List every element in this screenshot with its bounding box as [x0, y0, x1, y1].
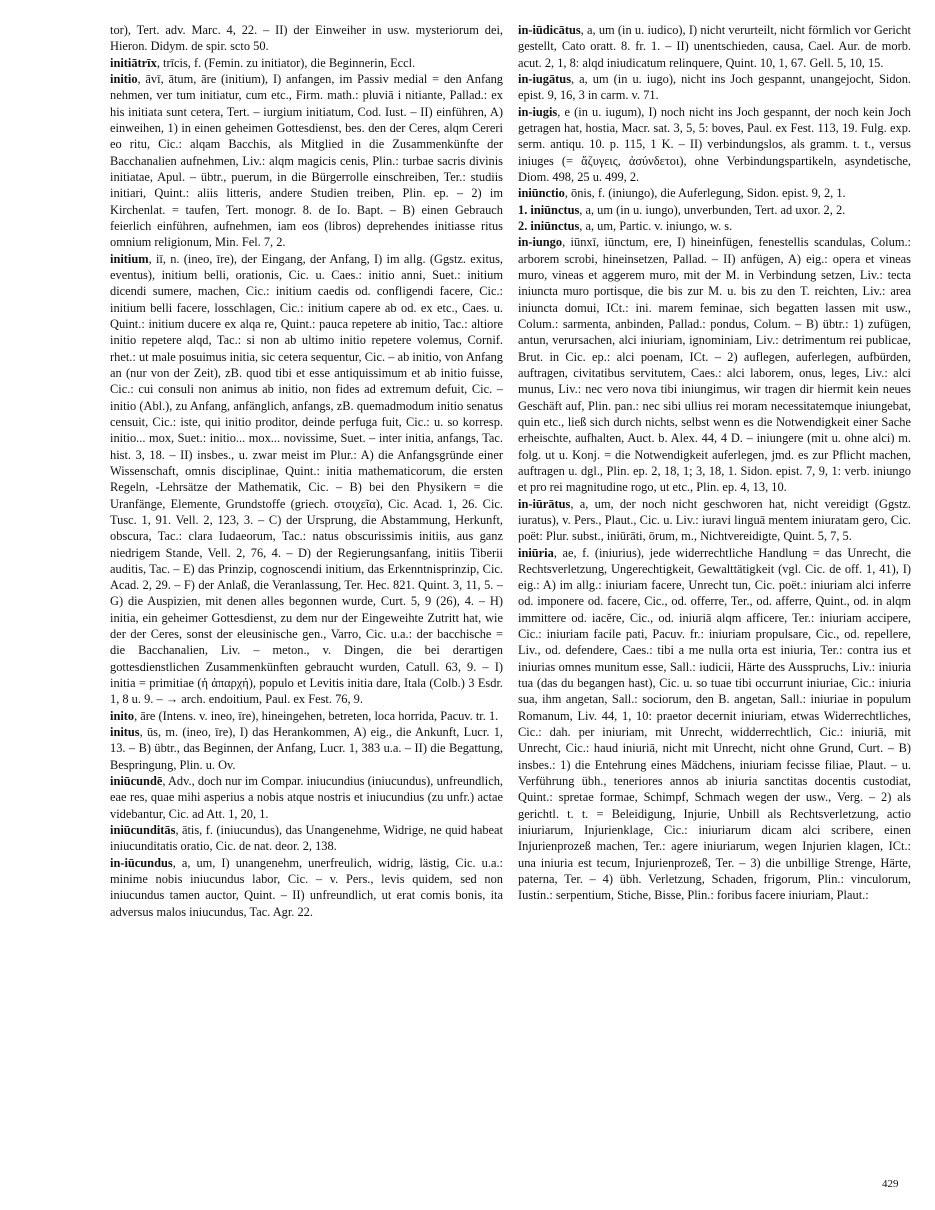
entry-iniunctio: iniūnctio, ōnis, f. (iniungo), die Auferlegung, Sidon. epist. 9, 2, 1. — [518, 186, 846, 201]
headword: initium — [110, 251, 149, 266]
headword: in-iugātus — [518, 71, 572, 86]
left-column — [110, 22, 503, 920]
entry-initio: initio, āvī, ātum, āre (initium), I) anfangen, im Passiv medial = den Anfang nehmen, ver tum initiatur, cum etc., Firm. math.: pluviā i nitiante, Pallad.: ex his initiata sunt cetera, Tert. – iurgium initiatum, Cod. Iust. – II) einführen, A) einweihen, 1) in einen geheimen Gottesdienst, bes. den der Ceres, alqm Cereri eo ritu, Cic.: alqam Bacchis, als Mitglied in die Zusammenkünfte der Bacchanalien aufnehmen, Liv.: alqm magicis cenis, Plin.: turbae sacris divinis initiatae, Apul. – übtr., puerum, in die Bürgerrolle einschreiben, Ter.: studiis initiari, Quint.: aliis litteris, andere Studien treiben, Plin. ep. – 2) im Kirchenlat. = taufen, Tert. monogr. 8. de Io. Bapt. – B) einen Gebrauch feierlich einführen, aufnehmen, iam eos (libros) deprehendes initiasse ritus omnium religionum, Min. Fel. 7, 2. — [110, 71, 503, 250]
headword: 2. iniūnctus — [518, 218, 580, 233]
entry-iniucunditas: iniūcunditās, ātis, f. (iniucundus), das Unangenehme, Widrige, ne quid habeat iniucunditatis oratio, Cic. de nat. deor. 2, 138. — [110, 823, 503, 854]
entry-initium: initium, iī, n. (ineo, īre), der Eingang, der Anfang, I) im allg. (Ggstz. exitus, eventus), initium belli, orationis, Cic. u. Caes.: initio anni, Suet.: initium dicendi sumere, machen, Cic.: initium caedis od. confligendi facere, Cic.: initium belli facere, losschlagen, Cic.: initium capere ab od. ex etc., Caes. u. Quint.: initium ducere ex alqa re, Quint.: pauca repetere ab initio, Tac.: altiore initio repetere alqd, Tac.: si non ab ultimo initio repetere volemus, Cornif. rhet.: ut male posuimus initia, sic cetera sequentur, Cic. – ab initio, von Anfang an (nur von der Zeit), zB. quod tibi et esse antiquissimum et ab initio fuisse, Cic.: cui consuli non animus ab initio, non fides ad extremum defuit, Cic. – initio (Abl.), zu Anfang, anfänglich, anfangs, zB. quemadmodum initio senatus censuit, Cic.: iste, qui initio proditor, deinde perfuga fuit, Cic.: u. so korresp. initio... mox, Suet.: initio... mox... novissime, Suet. – inter initia, anfangs, Tac. hist. 3, 18. – II) insbes., u. zwar meist im Plur.: A) die Anfangsgründe einer Wissenschaft, omnis disciplinae, Quint.: initia mathematicorum, die ersten Regeln, -Lehrsätze der Mathematik, Cic. – B) bei den Physikern = die Uranfänge, Elemente, Grundstoffe (griech. στοιχεῖα), Cic. Acad. 1, 26. Cic. Tusc. 1, 91. Vell. 2, 123, 3. – C) der Ursprung, die Abstammung, Herkunft, obscura, Tac.: clara Iudaeorum, Tac.: natus obscurissimis initiis, aus ganz niedrigem Stande, Vell. 2, 76, 4. – D) der Regierungsanfang, initiis Tiberii auditis, Tac. – E) das Prinzip, cognoscendi initium, das Erkenntnisprinzip, Cic. Acad. 2, 29. – F) der Anlaß, die Veranlassung, Ter. Hec. 821. Quint. 3, 11, 5. – G) die Auspizien, mit denen alles begonnen wurde, Curt. 5, 9 (26), 4. – H) initia, ein geheimer Gottesdienst, zu dem nur der Eingeweihte Zutritt hat, wie der der Ceres, sonst der eleusinische gen., Varro, Cic. u.a.: der bacchische = die Bacchanalien, Liv. – meton., v. Dingen, die bei derartigen gottesdienstlichen Zusammenkünften gebraucht wurden, Catull. 63, 9. – I) initia = primitiae (ἡ ἀπαρχή), populo et Levitis initia dare, Itala (Colb.) 3 Esdr. 1, 8 u. 9. – → arch. endoitium, Paul. ex Fest. 76, 9. — [110, 251, 503, 707]
headword: initio — [110, 71, 138, 86]
entry-inito: inito, āre (Intens. v. ineo, īre), hineingehen, betreten, loca horrida, Pacuv. tr. 1. — [110, 708, 499, 723]
entry-initus: initus, ūs, m. (ineo, īre), I) das Herankommen, A) eig., die Ankunft, Lucr. 1, 13. – B) übtr., das Beginnen, der Anfang, Lucr. 1, 383 u.a. – II) die Begattung, Bespringung, Plin. u. Ov. — [110, 725, 503, 772]
headword: iniūnctio — [518, 186, 565, 201]
headword: initus — [110, 725, 140, 740]
headword: iniūcundē — [110, 774, 163, 789]
entry-initiatrix: initiātrīx, trīcis, f. (Femin. zu initiator), die Beginnerin, Eccl. — [110, 55, 416, 70]
entry-in-iudicatus: in-iūdicātus, a, um (in u. iudico), I) nicht verurteilt, nicht förmlich vor Gericht gestellt, Cato oratt. 8. fr. 1. – II) unentschieden, causa, Cael. Aur. de morb. acut. 2, 1, 8: alqd iniudicatum relinquere, Quint. 10, 1, 67. Gell. 5, 10, 15. — [518, 23, 911, 70]
entry-in-iucundus: in-iūcundus, a, um, I) unangenehm, unerfreulich, widrig, lästig, Cic. u.a.: minime nobis iniucundus labor, Cic. – v. Pers., levis quidem, sed non iniucundus tamen auctor, Quint. – II) unfreundlich, ut erat comis bonis, ita adversus malos iniucundus, Tac. Agr. 22. — [110, 855, 503, 919]
right-column — [518, 22, 911, 904]
headword: in-iungo — [518, 235, 563, 250]
entry-in-iugatus: in-iugātus, a, um (in u. iugo), nicht ins Joch gespannt, unangejocht, Sidon. epist. 9, 16, 3 in carm. v. 71. — [518, 71, 911, 103]
headword: iniūria — [518, 545, 554, 560]
headword: initiātrīx — [110, 55, 157, 70]
entry-in-iugis: in-iugis, e (in u. iugum), I) noch nicht ins Joch gespannt, der noch kein Joch getragen hat, hostia, Macr. sat. 3, 5, 5: boves, Paul. ex Fest. 113, 19. Fulg. exp. serm. antiqu. 10. p. 115, 1 K. – II) verbindungslos, als gramm. t. t., versus iniuges (= ἄζυγεις, ἀσύνδετοι), ohne Verbindungspartikeln, asyndetische, Diom. 498, 25 u. 499, 2. — [518, 104, 911, 184]
entry-in-iungo: in-iungo, iūnxī, iūnctum, ere, I) hineinfügen, fenestellis scandulas, Colum.: arborem scrobi, hineinsetzen, Pallad. – II) anfügen, A) eig.: opera et vineas muro, vineas et aggerem muro, mit der M. in Verbindung setzen, Liv.: tecta iniuncta muro portisque, die bis zur M. u. bis zu den T. reichten, Liv.: area iniuncta domui, ICt.: ini. marem feminae, sich begatten lassen mit usw., Colum.: sarmenta, anbinden, Pallad.: pondus, Colum. – B) übtr.: 1) zufügen, antun, verursachen, alci iniuriam, ignominiam, Liv.: detrimentum rei publicae, Brut. in Cic. ep.: alci poenam, ICt. – 2) auflegen, auferlegen, aufbürden, auftragen, civitatibus servitutem, Caes.: alci laborem, onus, leges, Liv.: alci munus, Liv.: nec vero nova tibi iniungimus, wir tragen dir hiermit kein neues Geschäft auf, Plin. pan.: nec sibi ullius rei moram necessitatemque iniungebat, quin etc., ließ sich durch nichts, selbst wenn es die Notwendigkeit einer Sache erheischte, aufhalten, Auct. b. Alex. 44, 4 D. – iniungere (mit u. ohne alci) m. folg. ut u. Konj. = die Notwendigkeit auferlegen, jmd. es zur Pflicht machen, auftragen u. dgl., Plin. ep. 2, 18, 1; 3, 18, 1. Sidon. epist. 7, 9, 1: verb. iniungo et pro rei magnitudine rogo, ut etc., Plin. ep. 4, 13, 10. — [518, 235, 911, 495]
entry-iniunctus-2: 2. iniūnctus, a, um, Partic. v. iniungo, w. s. — [518, 218, 733, 233]
headword: 1. iniūnctus — [518, 202, 580, 217]
entry-iniuria: iniūria, ae, f. (iniurius), jede widerrechtliche Handlung = das Unrecht, die Rechtsverletzung, Ungerechtigkeit, Gewalttätigkeit (vgl. Cic. de off. 1, 41), I) eig.: A) im allg.: iniuriam facere, Unrecht tun, Cic. poët.: iniuriam alci inferre od. imponere od. facere, Cic., od. offerre, Ter., od. afferre, Quint., od. in alqm immittere od. iacĕre, Cic., od. iniuriā alqm afficere, Ter.: iniuriam accipere, Cic.: iniuriam facile pati, Pacuv. fr.: iniuriam propulsare, Cic., od. repellere, Liv., od. defendere, Caes.: tibi a me nulla orta est iniuria, Ter.: contra ius et iniurias omnes munitum esse, Sall.: iudicii, Härte des Ausspruchs, Liv.: iniuria tua (das du begangen hast), Cic. u. so tuae tibi occurrunt iniuriae, Cic.: iniuria sua, ihm angetan, Sall.: sociorum, den B. angetan, Sall.: iniuriae in populum Romanum, Liv. 44, 1, 10: praetor decernit iniuriam, etwas Widerrechtliches, Cic.: dah. per iniuriam, mit Unrecht, widderrechtlich, Cic.: iniuriā, mit Unrecht, Cic.: haud iniuriā, nicht mit Unrecht, nicht ohne Grund, Curt. – B) insbes.: 1) die Entehrung eines Mädchens, iniuriam fecisse filiae, Plaut. – u. Verführung übh., teneriores annos ab iniuria sanctitas docentis custodiat, Quint.: spretae formae, Schimpf, Schmach wegen der usw., Verg. – 2) als gerichtl. t. t. = Beleidigung, Injurie, Unbill als Rechtsverletzung, actio iniuriarum, Injurienklage, Cic.: iniuriarum dicam alci scribere, einen Injurienprozeß machen, Ter.: agere iniuriarum, wegen Injurien klagen, ICt.: una iniuria est tecum, Injurienprozeß, Ter. – 3) die unbillige Strenge, Härte, paterna, Ter. – 4) übh. Verletzung, Schaden, frigorum, Plin.: vinculorum, Iustin.: serpentium, Stiche, Bisse, Plin.: foribus facere iniuriam, Plaut.: — [518, 545, 911, 903]
headword: in-iūrātus — [518, 496, 571, 511]
headword: iniūcunditās — [110, 823, 176, 838]
headword: in-iūcundus — [110, 855, 173, 870]
page-number: 429 — [882, 1178, 899, 1190]
headword: inito — [110, 708, 135, 723]
entry-iniucunde: iniūcundē, Adv., doch nur im Compar. iniucundius (iniucundus), unfreundlich, eae res, quae mihi asperius a nobis atque nostris et iniucundius (zu unfr.) actae videbantur, Cic. ad Att. 1, 20, 1. — [110, 774, 503, 821]
headword: in-iugis — [518, 104, 558, 119]
entry-einweiher-continued: tor), Tert. adv. Marc. 4, 22. – II) der Einweiher in usw. mysteriorum dei, Hieron. Didym. de spir. scto 50. — [110, 23, 503, 54]
entry-in-iuratus: in-iūrātus, a, um, der noch nicht geschworen hat, nicht vereidigt (Ggstz. iuratus), v. Pers., Plaut., Cic. u. Liv.: iuravi linguā mentem iniuratam gero, Cic. poët: Plur. subst., iniūrāti, ōrum, m., Nichtvereidigte, Quint. 5, 7, 5. — [518, 496, 911, 544]
headword: in-iūdicātus — [518, 23, 581, 37]
entry-iniunctus-1: 1. iniūnctus, a, um (in u. iungo), unverbunden, Tert. ad uxor. 2, 2. — [518, 202, 846, 217]
